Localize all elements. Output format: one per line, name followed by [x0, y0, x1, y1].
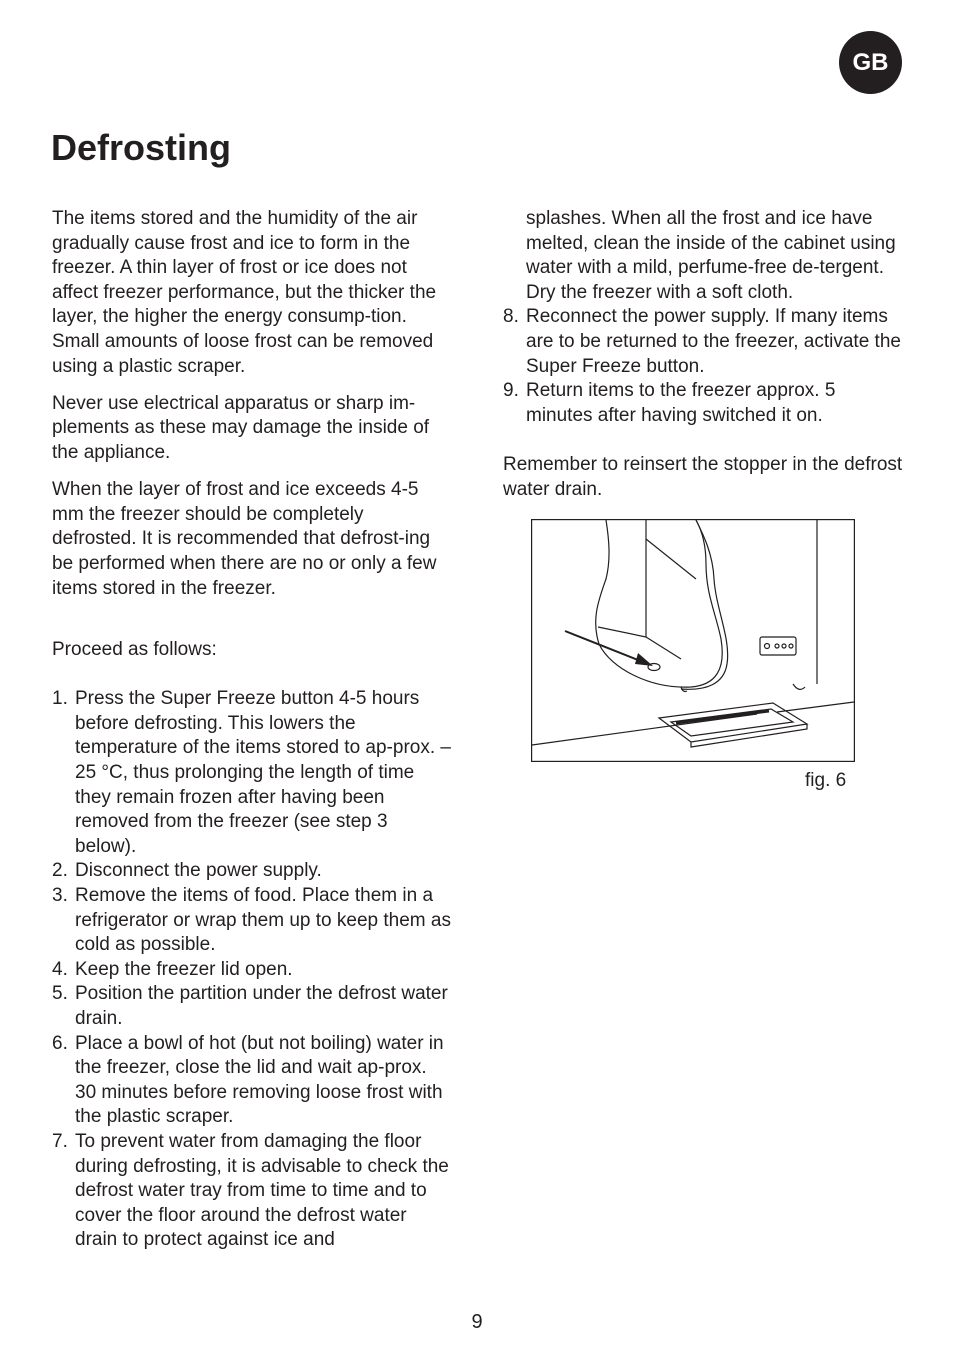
step-7-continuation: splashes. When all the frost and ice have melted, clean the inside of the cabinet using water with a mild, perfume-free de-tergent. Dry the freezer with a soft cloth. [526, 208, 896, 303]
step-text: Reconnect the power supply. If many items are to be returned to the freezer, activate the Super Freeze button. [526, 306, 901, 377]
list-item [52, 1032, 452, 1130]
step-text: Place a bowl of hot (but not boiling) water in the freezer, close the lid and wait ap-prox. 30 minutes before removing loose frost with the plastic scraper. [75, 1032, 444, 1128]
step-number: 5. [52, 983, 68, 1005]
step-text: Keep the freezer lid open. [75, 958, 293, 980]
steps-list-continued [503, 305, 903, 428]
step-text: Return items to the freezer approx. 5 minutes after having switched it on. [526, 380, 836, 426]
step-number: 2. [52, 860, 68, 882]
freezer-illustration [531, 519, 855, 762]
threshold-paragraph: When the layer of frost and ice exceeds 4-5 mm the freezer should be completely defrosted. It is recommended that defrost-ing be performed when there are no or only a few items stored in the freezer. [52, 479, 437, 599]
left-column [52, 207, 452, 1253]
step-number: 1. [52, 688, 68, 710]
figure-caption: fig. 6 [805, 770, 847, 791]
step-number: 9. [503, 380, 519, 402]
step-text: To prevent water from damaging the floor during defrosting, it is advisable to check the defrost water tray from time to time and to cover the floor around the defrost water drain to protect against ice and [75, 1130, 449, 1251]
list-item [52, 859, 452, 884]
page-number: 9 [471, 1311, 483, 1333]
reminder-text: Remember to reinsert the stopper in the defrost water drain. [503, 453, 903, 500]
right-column [503, 207, 903, 502]
step-text: Press the Super Freeze button 4-5 hours before defrosting. This lowers the temperature of the items stored to ap-prox. –25 °C, thus prolonging the length of time they remain frozen after having been removed from the freezer (see step 3 below). [75, 688, 451, 857]
step-number: 7. [52, 1130, 68, 1152]
list-item [52, 1130, 452, 1253]
page-title: Defrosting [51, 127, 231, 168]
list-item [503, 305, 903, 379]
freezer-drawing [531, 519, 855, 762]
step-text: Remove the items of food. Place them in a refrigerator or wrap them up to keep them as cold as possible. [75, 885, 451, 956]
list-item [52, 982, 452, 1031]
step-text: Disconnect the power supply. [75, 860, 322, 882]
step-text: Position the partition under the defrost water drain. [75, 983, 448, 1029]
warning-paragraph: Never use electrical apparatus or sharp im-plements as these may damage the inside of the appliance. [52, 392, 430, 463]
step-number: 8. [503, 306, 519, 328]
proceed-heading: Proceed as follows: [52, 639, 217, 661]
language-badge: GB [839, 31, 902, 94]
step-number: 3. [52, 885, 68, 907]
list-item [52, 958, 452, 983]
list-item [52, 884, 452, 958]
list-item [52, 687, 452, 859]
list-item [503, 379, 903, 428]
intro-paragraph: The items stored and the humidity of the air gradually cause frost and ice to form in the freezer. A thin layer of frost or ice does not affect freezer performance, but the thicker the layer, the higher the energy consump-tion. Small amounts of loose frost can be removed using a plastic scraper. [52, 208, 437, 377]
steps-list [52, 687, 452, 1253]
step-number: 6. [52, 1032, 68, 1054]
step-number: 4. [52, 958, 68, 980]
